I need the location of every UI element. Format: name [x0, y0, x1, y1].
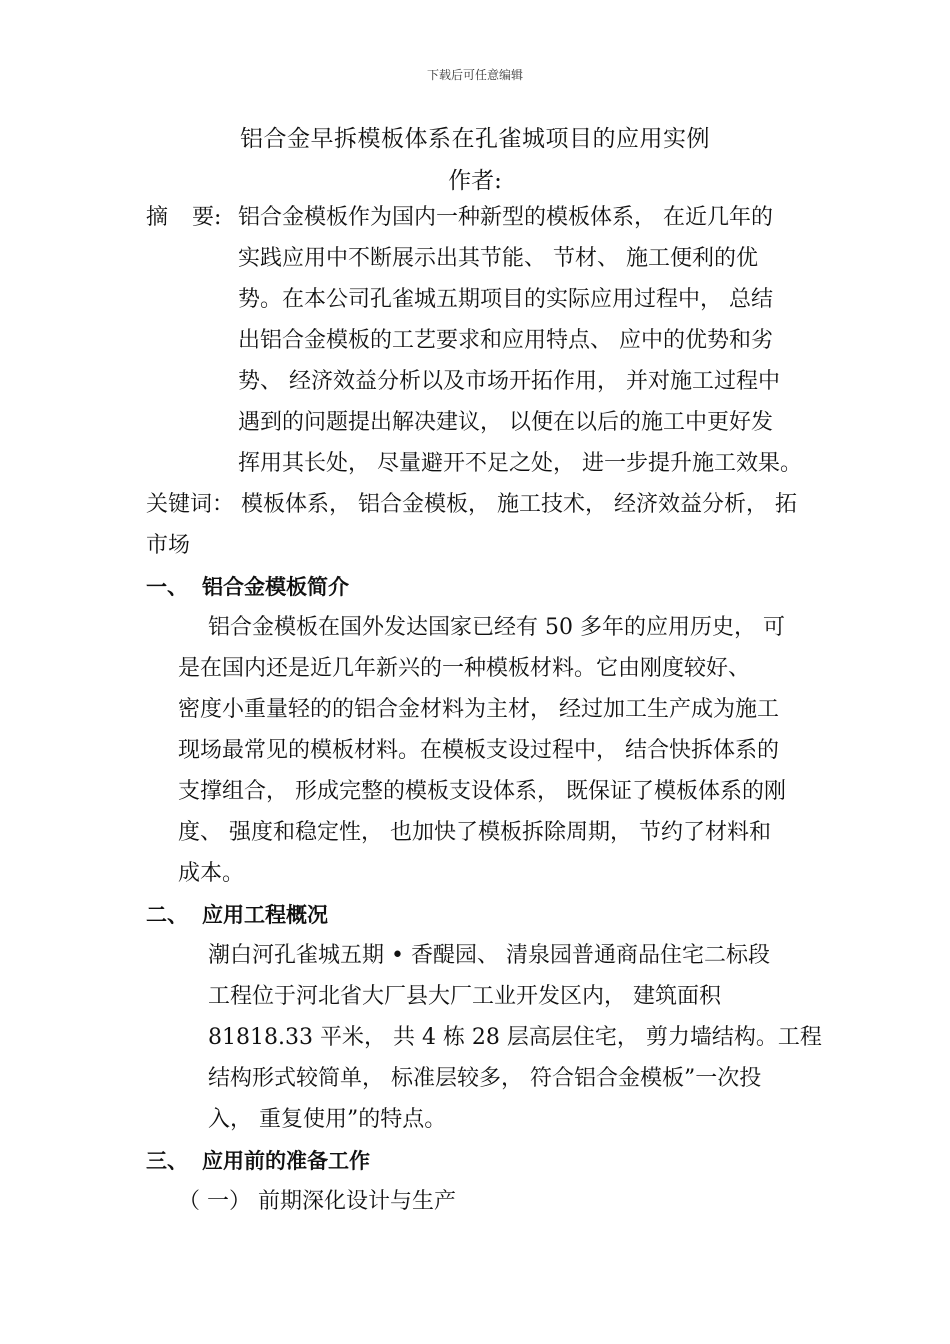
abstract-line: 铝合金模板作为国内一种新型的模板体系， 在近几年的 — [238, 205, 773, 230]
section-number: 二、 — [146, 903, 188, 927]
abstract-line: 势。在本公司孔雀城五期项目的实际应用过程中， 总结 — [238, 287, 773, 312]
subsection-heading: （ 一） 前期深化设计与生产 — [178, 1189, 456, 1214]
body-line: 结构形式较简单， 标准层较多， 符合铝合金模板”一次投 — [208, 1066, 762, 1091]
body-line: 成本。 — [178, 861, 245, 886]
body-line: 81818.33 平米， 共 4 栋 28 层高层住宅， 剪力墙结构。工程 — [208, 1025, 822, 1050]
body-line: 是在国内还是近几年新兴的一种模板材料。它由刚度较好、 — [178, 656, 751, 681]
body-line: 工程位于河北省大厂县大厂工业开发区内， 建筑面积 — [208, 984, 721, 1009]
author-label: 作者: — [448, 168, 502, 194]
document-title: 铝合金早拆模板体系在孔雀城项目的应用实例 — [240, 126, 710, 152]
keywords-line: 关键词： 模板体系， 铝合金模板， 施工技术， 经济效益分析， 拓 — [146, 492, 797, 517]
keywords-line: 市场 — [146, 533, 191, 558]
abstract-label-1: 摘 — [146, 205, 169, 230]
body-line: 铝合金模板在国外发达国家已经有 50 多年的应用历史， 可 — [208, 615, 785, 640]
body-line: 潮白河孔雀城五期 • 香醍园、 清泉园普通商品住宅二标段 — [208, 943, 770, 968]
body-line: 密度小重量轻的的铝合金材料为主材， 经过加工生产成为施工 — [178, 697, 779, 722]
abstract-label-2: 要: — [192, 205, 222, 230]
abstract-line: 挥用其长处， 尽量避开不足之处， 进一步提升施工效果。 — [238, 451, 802, 476]
header-note: 下载后可任意编辑 — [426, 68, 523, 82]
abstract-line: 实践应用中不断展示出其节能、 节材、 施工便利的优 — [238, 246, 758, 271]
section-heading: 铝合金模板简介 — [202, 575, 349, 599]
body-line: 度、 强度和稳定性， 也加快了模板拆除周期， 节约了材料和 — [178, 820, 771, 845]
section-number: 三、 — [146, 1149, 188, 1173]
section-heading: 应用前的准备工作 — [202, 1149, 370, 1173]
abstract-line: 出铝合金模板的工艺要求和应用特点、 应中的优势和劣 — [238, 328, 773, 353]
body-line: 入， 重复使用”的特点。 — [208, 1107, 447, 1132]
body-line: 支撑组合， 形成完整的模板支设体系， 既保证了模板体系的刚 — [178, 779, 786, 804]
body-line: 现场最常见的模板材料。在模板支设过程中， 结合快拆体系的 — [178, 738, 779, 763]
abstract-line: 势、 经济效益分析以及市场开拓作用， 并对施工过程中 — [238, 369, 780, 394]
section-heading: 应用工程概况 — [202, 903, 328, 927]
section-number: 一、 — [146, 575, 188, 599]
abstract-line: 遇到的问题提出解决建议， 以便在以后的施工中更好发 — [238, 410, 773, 435]
